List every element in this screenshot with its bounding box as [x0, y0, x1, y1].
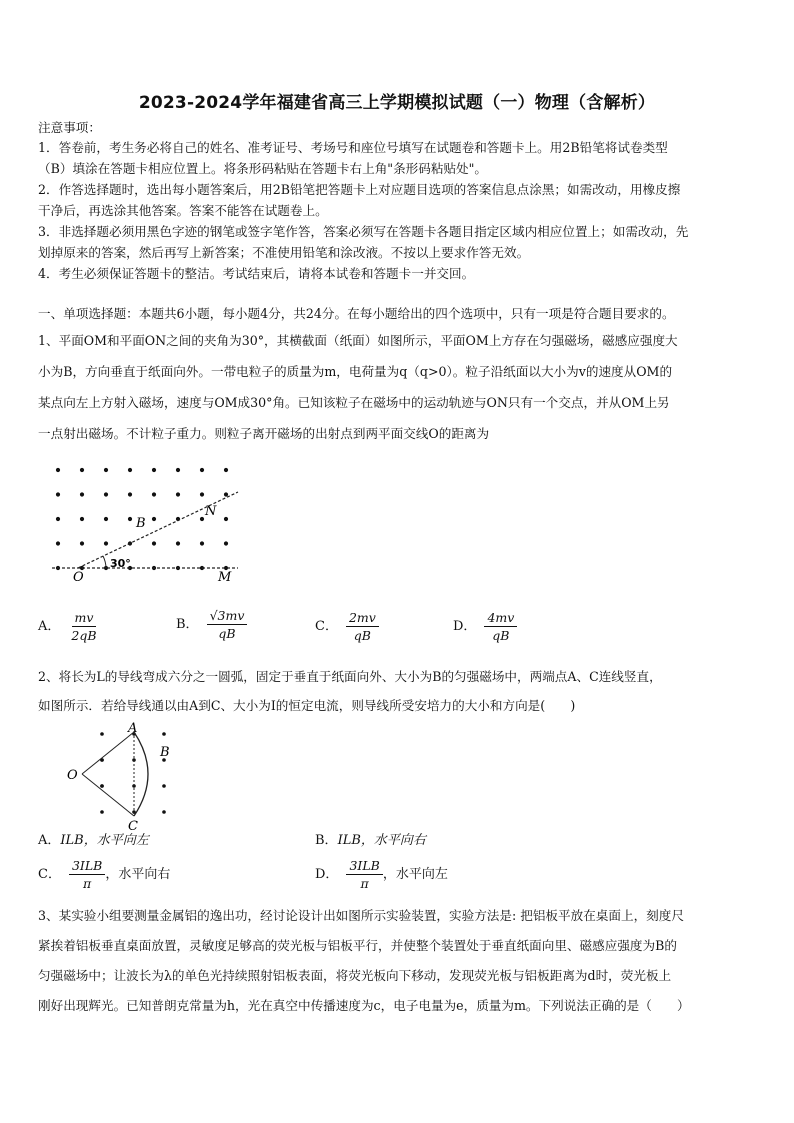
field-dot	[200, 517, 204, 521]
field-dot	[104, 468, 108, 472]
label-o: O	[67, 768, 78, 783]
q3-line: 3、某实验小组要测量金属铝的逸出功，经讨论设计出如图所示实验装置，实验方法是: 把铝板平放在桌面上，刻度尺	[38, 908, 684, 923]
q2-line: 2、将长为L的导线弯成六分之一圆弧，固定于垂直于纸面向外、大小为B的匀强磁场中，两端点A、C连线竖直，	[38, 669, 662, 684]
field-dot	[224, 468, 228, 472]
label-b: B	[136, 516, 146, 531]
fraction	[484, 610, 517, 643]
notice-line: 3．非选择题必须用黑色字迹的钢笔或签字笔作答，答案必须写在答题卡各题目指定区域内相应位置上；如需改动，先	[38, 224, 689, 239]
field-dot	[56, 541, 60, 545]
notice-line: 划掉原来的答案，然后再写上新答案；不准使用铅笔和涂改液。不按以上要求作答无效。	[38, 245, 530, 260]
label-m: M	[218, 570, 232, 585]
field-dot	[200, 492, 204, 496]
fraction	[346, 858, 382, 891]
q1-line: 1、平面OM和平面ON之间的夹角为30°，其横截面（纸面）如图所示，平面OM上方存在匀强磁场，磁感应强度大	[38, 333, 678, 348]
option-letter: C．	[38, 867, 61, 882]
field-dot	[128, 492, 132, 496]
denominator: π	[83, 876, 92, 891]
notice-line: （B）填涂在答题卡相应位置上。将条形码粘贴在答题卡右上角"条形码粘贴处"。	[38, 161, 488, 176]
field-dot	[56, 492, 60, 496]
q3-line: 紧挨着铝板垂直桌面放置，灵敏度足够高的荧光板与铝板平行，并使整个装置处于垂直纸面向里、磁感应强度为B的	[38, 938, 677, 953]
denominator: qB	[492, 628, 510, 643]
q2-option-a[interactable]	[38, 833, 149, 848]
field-dot	[200, 541, 204, 545]
option-text: ILB，水平向左	[60, 833, 149, 848]
notice-heading: 注意事项：	[38, 120, 101, 135]
notice-line: 2．作答选择题时，选出每小题答案后，用2B铅笔把答题卡上对应题目选项的答案信息点涂黑；如需改动，用橡皮擦	[38, 182, 681, 197]
field-dot	[152, 468, 156, 472]
field-dot	[162, 784, 166, 788]
field-dot	[152, 492, 156, 496]
field-dot	[128, 517, 132, 521]
field-dot	[176, 541, 180, 545]
fraction	[207, 608, 248, 641]
field-dot	[200, 468, 204, 472]
numerator: 3ILB	[346, 858, 382, 875]
numerator: mv	[72, 610, 97, 627]
q2-option-c[interactable]	[38, 858, 170, 891]
label-a: A	[128, 721, 138, 736]
field-dot	[80, 541, 84, 545]
notice-line: 1．答卷前，考生务必将自己的姓名、准考证号、考场号和座位号填写在试题卷和答题卡上。用2B铅笔将试卷类型	[38, 140, 668, 155]
option-text: ILB，水平向右	[337, 833, 426, 848]
field-dot	[80, 492, 84, 496]
numerator: 3ILB	[69, 858, 105, 875]
q1-line: 某点向左上方射入磁场，速度与OM成30°角。已知该粒子在磁场中的运动轨迹与ON只有一个交点，并从OM上另	[38, 395, 670, 410]
denominator: qB	[353, 628, 371, 643]
radius-oc-line	[82, 774, 134, 816]
option-letter: A．	[38, 619, 61, 634]
fraction	[69, 858, 105, 891]
field-dot	[104, 517, 108, 521]
q2-option-d[interactable]	[315, 858, 448, 891]
radius-oa-line	[82, 732, 134, 774]
field-dot	[224, 517, 228, 521]
magnetic-field-dots	[100, 732, 166, 814]
label-b: B	[160, 745, 170, 760]
field-dot	[100, 810, 104, 814]
field-dot	[80, 468, 84, 472]
label-c: C	[128, 819, 138, 834]
label-angle: 30°	[110, 557, 131, 570]
option-letter: B．	[315, 833, 338, 848]
field-dot	[224, 492, 228, 496]
notice-line: 干净后，再选涂其他答案。答案不能答在试题卷上。	[38, 203, 328, 218]
option-letter: C．	[315, 619, 338, 634]
q1-line: 小为B，方向垂直于纸面向外。一带电粒子的质量为m，电荷量为q（q>0）。粒子沿纸面以大小为v的速度从OM的	[38, 364, 673, 379]
q1-magnetic-field-diagram	[40, 455, 250, 585]
numerator: 4mv	[484, 610, 517, 627]
arc-wire	[134, 732, 148, 816]
field-dot	[152, 541, 156, 545]
field-dot	[176, 492, 180, 496]
q1-option-d[interactable]	[453, 610, 517, 643]
option-letter: D．	[315, 867, 339, 882]
q2-option-b[interactable]	[315, 833, 426, 848]
q2-arc-diagram	[62, 721, 192, 834]
label-o: O	[73, 570, 84, 585]
option-text: ，水平向右	[105, 867, 171, 882]
q1-option-a[interactable]	[38, 610, 100, 643]
field-dot	[104, 492, 108, 496]
fraction	[68, 610, 99, 643]
option-letter: A．	[38, 833, 61, 848]
q1-option-c[interactable]	[315, 610, 379, 643]
field-dot	[56, 468, 60, 472]
notice-line: 4．考生必须保证答题卡的整洁。考试结束后，请将本试卷和答题卡一并交回。	[38, 266, 475, 281]
option-letter: D．	[453, 619, 477, 634]
fraction	[346, 610, 379, 643]
page-title: 2023-2024学年福建省高三上学期模拟试题（一）物理（含解析）	[138, 93, 656, 113]
numerator: 2mv	[346, 610, 379, 627]
q3-line: 刚好出现辉光。已知普朗克常量为h，光在真空中传播速度为c，电子电量为e，质量为m。下列说法正确的是（ ）	[38, 998, 690, 1013]
field-dot	[100, 732, 104, 736]
q1-line: 一点射出磁场。不计粒子重力。则粒子离开磁场的出射点到两平面交线O的距离为	[38, 426, 490, 441]
q2-line: 如图所示．若给导线通以由A到C、大小为I的恒定电流，则导线所受安培力的大小和方向是( )	[38, 698, 576, 713]
field-dot	[56, 517, 60, 521]
denominator: qB	[218, 626, 236, 641]
field-dot	[162, 810, 166, 814]
q3-line: 匀强磁场中；让波长为λ的单色光持续照射铝板表面，将荧光板向下移动，发现荧光板与铝板距离为d时，荧光板上	[38, 968, 672, 983]
field-dot	[162, 732, 166, 736]
field-dot	[80, 517, 84, 521]
angle-arc	[103, 556, 106, 568]
option-text: ，水平向左	[382, 867, 448, 882]
field-dot	[104, 541, 108, 545]
field-dot	[176, 468, 180, 472]
option-letter: B．	[176, 617, 199, 632]
field-dot	[128, 468, 132, 472]
denominator: 2qB	[71, 628, 97, 643]
label-n: N	[205, 504, 217, 519]
numerator: √3mv	[207, 608, 248, 625]
field-dot	[224, 541, 228, 545]
field-dot	[152, 517, 156, 521]
section-heading: 一、单项选择题：本题共6小题，每小题4分，共24分。在每小题给出的四个选项中，只有一项是符合题目要求的。	[38, 306, 675, 321]
denominator: π	[360, 876, 369, 891]
field-dot	[100, 784, 104, 788]
q1-option-b[interactable]	[176, 608, 247, 641]
